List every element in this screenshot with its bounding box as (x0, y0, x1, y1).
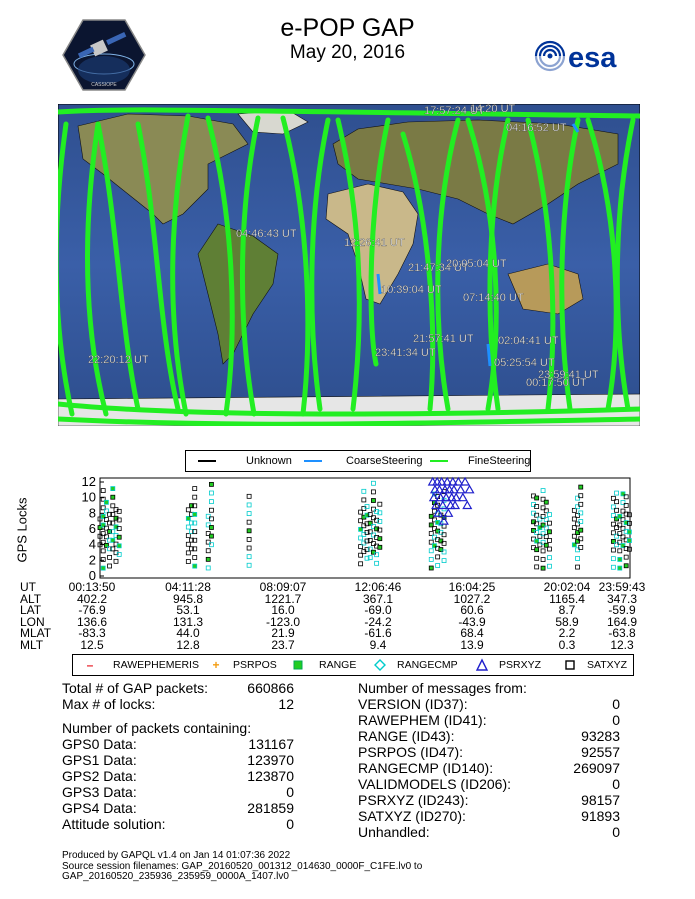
stat-value: 12 (278, 696, 294, 712)
tick-value: 1027.2 (453, 591, 491, 606)
legend-label: PSRPOS (233, 659, 277, 671)
satxyz-point (624, 564, 628, 568)
satxyz-point (541, 566, 545, 570)
satxyz-point (209, 525, 213, 529)
tick-value: 23.7 (271, 637, 295, 652)
satxyz-point (111, 495, 115, 499)
stat-row (358, 728, 620, 744)
dash-marker-icon: – (86, 658, 94, 672)
stat-key: Unhandled: (358, 824, 430, 840)
tick-value: 945.8 (172, 591, 204, 606)
stat-key: VALIDMODELS (ID206): (358, 776, 512, 792)
stat-key: Max # of locks: (62, 696, 156, 712)
track-time: 02:04:41 UT (498, 335, 559, 347)
stat-value: 123970 (247, 752, 294, 768)
satxyz-point (209, 534, 213, 538)
stat-key: GPS1 Data: (62, 752, 137, 768)
square-filled-marker-icon (291, 658, 305, 672)
diamond-marker-icon (373, 658, 387, 672)
plus-marker-icon: + (212, 658, 220, 672)
tick-value: 68.4 (460, 626, 484, 640)
stat-row (62, 680, 294, 696)
satxyz-point (104, 500, 108, 504)
legend-unknown-line (198, 460, 216, 462)
satxyz-point (117, 535, 121, 539)
tick-value: 08:09:07 (259, 580, 307, 594)
stat-key: SATXYZ (ID270): (358, 808, 466, 824)
legend-label: RANGECMP (397, 659, 458, 671)
stat-row (358, 808, 620, 824)
footer-line: GAP_20160520_235936_235959_0000A_1407.lv0 (62, 871, 289, 882)
stat-row (358, 712, 620, 728)
track-time: 05:25:54 UT (494, 357, 555, 369)
track-time: 12:26:41 UT (344, 237, 405, 249)
y-tick-label: 4 (88, 536, 96, 552)
esa-logo (528, 34, 638, 78)
stat-key: PSRPOS (ID47): (358, 744, 464, 760)
ticks-table (20, 582, 650, 651)
ground-track-map (58, 104, 640, 426)
tick-value: 16:04:25 (448, 580, 496, 594)
legend-unknown (198, 451, 292, 471)
tick-row-label: LON (20, 614, 45, 629)
legend-satxyz (563, 655, 627, 675)
tick-value: -24.2 (364, 614, 392, 629)
stat-row (62, 768, 294, 784)
legend-coarse-line (304, 460, 322, 462)
stat-row (358, 744, 620, 760)
tick-value: 60.6 (460, 603, 484, 617)
tick-value: -63.8 (608, 626, 636, 640)
y-tick-label: 12 (81, 476, 96, 489)
stat-key: Attitude solution: (62, 816, 166, 832)
satxyz-point (206, 557, 210, 561)
satxyz-point (193, 564, 197, 568)
map-legend (185, 450, 531, 472)
legend-fine-line (430, 460, 448, 462)
tick-value: 04:11:28 (165, 580, 211, 594)
legend-fine-label: FineSteering (468, 455, 531, 467)
legend-label: SATXYZ (587, 659, 628, 671)
packet-stats (62, 680, 294, 832)
tick-value: 164.9 (606, 614, 638, 629)
esa-logo-text: esa (568, 42, 617, 74)
satxyz-point (627, 530, 631, 534)
tick-row-label: ALT (20, 591, 42, 606)
satxyz-point (579, 485, 583, 489)
page-date: May 20, 2016 (289, 42, 406, 63)
stat-row (358, 824, 620, 840)
satxyz-point (627, 539, 631, 543)
stat-value: 0 (612, 824, 620, 840)
mission-logo-text: CASSIOPE (91, 82, 117, 88)
stat-key: GPS2 Data: (62, 768, 137, 784)
tick-value: 0.3 (558, 637, 576, 652)
stat-key: GPS4 Data: (62, 800, 137, 816)
legend-psrpos (209, 655, 277, 675)
tick-value: 1221.7 (264, 591, 302, 606)
stat-row (62, 696, 294, 712)
stat-value: 0 (286, 784, 294, 800)
stat-key: RANGECMP (ID140): (358, 760, 494, 776)
track-time: 04:46:43 UT (236, 228, 297, 240)
page-title: e-POP GAP (280, 14, 415, 42)
triangle-marker-icon (475, 658, 489, 672)
satxyz-point (117, 544, 121, 548)
tick-row-label: MLT (20, 637, 44, 652)
track-time: 10:39:04 UT (381, 284, 442, 296)
tick-value: 00:13:50 (68, 580, 116, 594)
track-time: 22:20:12 UT (88, 354, 149, 366)
satxyz-point (193, 512, 197, 516)
tick-value: 53.1 (176, 603, 200, 617)
track-time: 17:57:24 UT (424, 105, 485, 117)
satxyz-point (186, 516, 190, 520)
legend-coarse-label: CoarseSteering (346, 455, 423, 467)
stat-value: 123870 (247, 768, 294, 784)
tick-row (20, 628, 650, 640)
tick-value: 16.0 (271, 603, 295, 617)
legend-label: PSRXYZ (499, 659, 542, 671)
y-tick-label: 8 (88, 505, 96, 521)
tick-value: 20:02:04 (543, 580, 591, 594)
footer-line: Produced by GAPQL v1.4 on Jan 14 01:07:36 2022 (62, 850, 291, 861)
tick-value: 136.6 (76, 614, 108, 629)
tick-value: 402.2 (76, 591, 108, 606)
tick-row-label: UT (20, 580, 36, 594)
stat-value: 92557 (581, 744, 620, 760)
track-time: 00:17:50 UT (526, 377, 587, 389)
y-tick-label: 0 (88, 568, 96, 583)
tick-value: 13.9 (460, 637, 484, 652)
mission-logo (62, 18, 146, 92)
packet-legend (72, 654, 634, 676)
stat-key: GPS0 Data: (62, 736, 137, 752)
tick-value: 2.2 (558, 626, 576, 640)
stat-value: 0 (612, 712, 620, 728)
stat-key: RAWEPHEM (ID41): (358, 712, 487, 728)
tick-value: 12:06:46 (354, 580, 402, 594)
stat-value: 93283 (581, 728, 620, 744)
tick-row (20, 591, 650, 606)
tick-value: 9.4 (369, 637, 387, 652)
track-time: 23:41:34 UT (375, 347, 436, 359)
tick-value: 12.8 (176, 637, 200, 652)
tick-row-label: LAT (20, 603, 42, 617)
track-time: 23:59:41 UT (538, 369, 599, 381)
tick-value: 367.1 (362, 591, 394, 606)
tick-row (20, 614, 650, 629)
stat-key: RANGE (ID43): (358, 728, 455, 744)
satxyz-point (535, 496, 539, 500)
tick-value: 347.3 (606, 591, 638, 606)
tick-value: 1165.4 (549, 591, 585, 606)
stat-row (358, 792, 620, 808)
stat-key: GPS3 Data: (62, 784, 137, 800)
legend-rawephemeris (83, 655, 199, 675)
y-tick-label: 10 (81, 489, 96, 505)
tick-value: -76.9 (78, 603, 106, 617)
stat-value: 660866 (247, 680, 294, 696)
tick-value: 12.3 (610, 637, 634, 652)
stat-row (62, 736, 294, 752)
satxyz-point (618, 566, 622, 570)
tick-value: 23:59:43 (598, 580, 646, 594)
tick-value: -61.6 (364, 626, 392, 640)
gps-locks-chart (30, 476, 640, 584)
stat-key: Number of messages from: (358, 680, 527, 696)
tick-value: -123.0 (265, 614, 301, 629)
footer-line: Source session filenames: GAP_20160520_001312_014630_0000F_C1FE.lv0 to (62, 860, 423, 872)
tick-value: -69.0 (364, 603, 392, 617)
satxyz-point (544, 500, 548, 504)
tick-value: 44.0 (176, 626, 200, 640)
message-stats (358, 680, 620, 840)
stat-value: 91893 (581, 808, 620, 824)
satxyz-point (378, 545, 382, 549)
satxyz-point (101, 566, 105, 570)
stat-key: VERSION (ID37): (358, 696, 468, 712)
satxyz-point (618, 557, 622, 561)
stat-value: 0 (612, 776, 620, 792)
tick-value: 58.9 (555, 614, 579, 629)
stat-heading (62, 720, 294, 736)
tick-row-label: MLAT (20, 626, 52, 640)
legend-rangecmp (373, 655, 458, 675)
legend-range (291, 655, 356, 675)
legend-fine (430, 451, 530, 471)
legend-psrxyz (475, 655, 541, 675)
stat-key: Number of packets containing: (62, 720, 252, 736)
tick-value: 21.9 (271, 626, 295, 640)
footer (62, 851, 662, 883)
stat-row (358, 776, 620, 792)
satxyz-point (247, 529, 251, 533)
stat-row (358, 696, 620, 712)
stat-row (62, 800, 294, 816)
square-marker-icon (563, 658, 577, 672)
track-time: 21:47:34 UT (408, 262, 469, 274)
track-time: 07:14:40 UT (463, 292, 524, 304)
track-time: 04:16:52 UT (506, 122, 567, 134)
stat-key: Total # of GAP packets: (62, 680, 209, 696)
stat-value: 281859 (247, 800, 294, 816)
satxyz-point (209, 482, 213, 486)
satxyz-point (371, 499, 375, 503)
satxyz-point (547, 530, 551, 534)
stat-row (62, 784, 294, 800)
track-time: 21:57:41 UT (413, 333, 474, 345)
satxyz-point (579, 528, 583, 532)
satxyz-point (111, 487, 115, 491)
track-time: 14:20 UT (470, 104, 516, 115)
satxyz-point (535, 548, 539, 552)
tick-value: -43.9 (458, 614, 486, 629)
stat-heading (358, 680, 620, 696)
stat-row (62, 752, 294, 768)
tick-value: 12.5 (80, 637, 104, 652)
stat-value: 131167 (248, 736, 294, 752)
legend-unknown-label: Unknown (246, 455, 292, 467)
y-tick-label: 2 (88, 552, 96, 568)
stat-row (358, 760, 620, 776)
satxyz-point (378, 537, 382, 541)
legend-label: RANGE (319, 659, 357, 671)
legend-coarse (304, 451, 422, 471)
legend-label: RAWEPHEMERIS (113, 659, 199, 671)
satxyz-point (429, 566, 433, 570)
stat-value: 0 (612, 696, 620, 712)
tick-value: 8.7 (558, 603, 576, 617)
stat-value: 269097 (573, 760, 620, 776)
tick-value: -59.9 (608, 603, 636, 617)
tick-row (20, 637, 650, 652)
stat-value: 0 (286, 816, 294, 832)
track-time: 20:05:04 UT (446, 258, 507, 270)
stat-row (62, 816, 294, 832)
stat-key: PSRXYZ (ID243): (358, 792, 469, 808)
y-tick-label: 6 (88, 521, 96, 536)
tick-value: 131.3 (172, 614, 204, 629)
y-axis-label: GPS Locks (14, 497, 30, 563)
satxyz-point (535, 539, 539, 543)
stat-value: 98157 (581, 792, 620, 808)
tick-value: -83.3 (78, 626, 106, 640)
